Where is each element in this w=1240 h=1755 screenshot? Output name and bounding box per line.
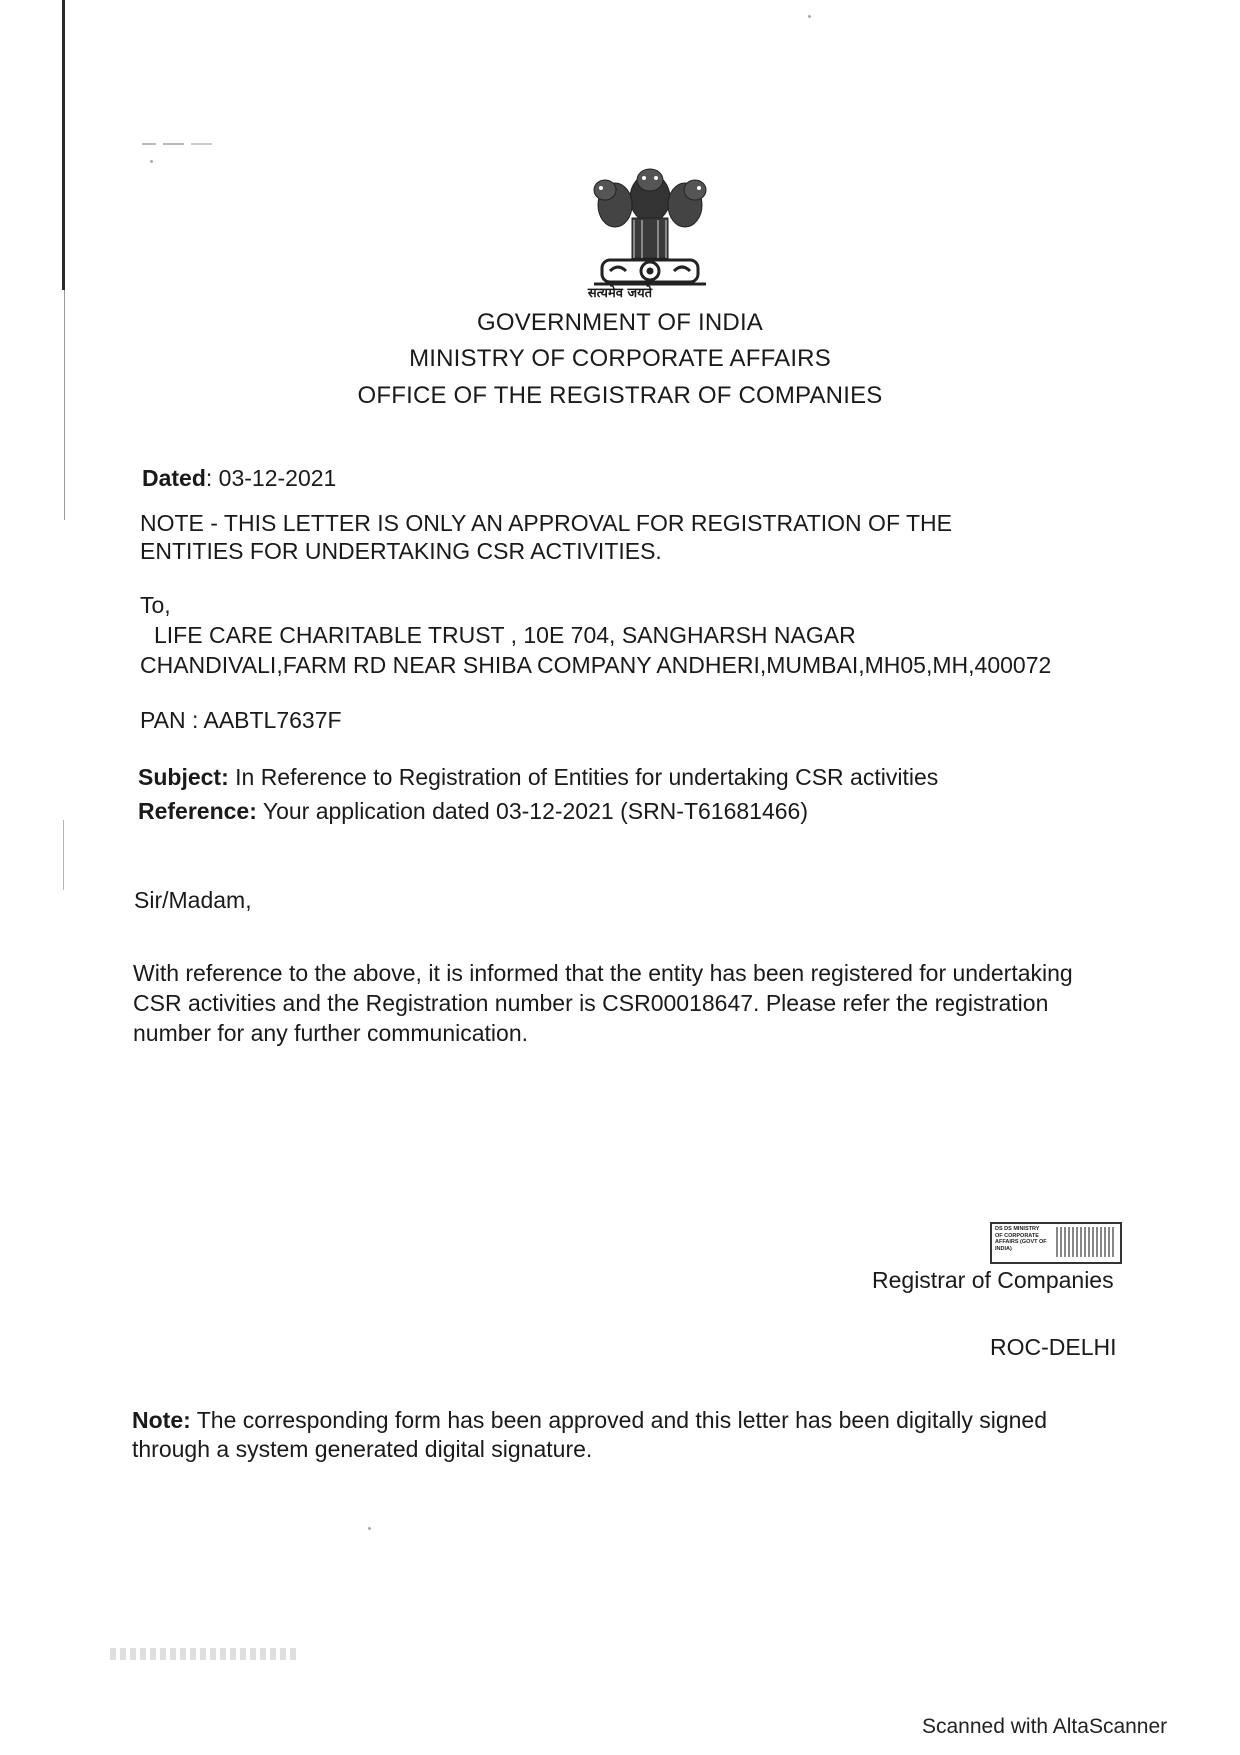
header-line-ministry: MINISTRY OF CORPORATE AFFAIRS: [409, 345, 831, 372]
body-line: number for any further communication.: [133, 1020, 529, 1046]
scan-dot: [808, 15, 811, 18]
subject-line: [138, 762, 938, 792]
final-note-text: The corresponding form has been approved and this letter has been digitally signed: [190, 1407, 1048, 1433]
pan-line: PAN : AABTL7637F: [140, 707, 342, 733]
signatory-title: Registrar of Companies: [872, 1267, 1114, 1293]
dated-line: [142, 463, 336, 493]
reference-line: [138, 796, 808, 826]
scan-edge-line: [62, 0, 65, 290]
address-line: LIFE CARE CHARITABLE TRUST , 10E 704, SANGHARSH NAGAR: [154, 622, 856, 648]
body-line: With reference to the above, it is informed that the entity has been registered for undertaking: [133, 960, 1073, 986]
reference-text: Your application dated 03-12-2021 (SRN-T61681466): [256, 798, 808, 824]
header-line-government: GOVERNMENT OF INDIA: [476, 309, 764, 336]
scan-dot: [368, 1527, 371, 1530]
salutation: Sir/Madam,: [134, 887, 252, 913]
signature-pattern-icon: [1056, 1227, 1114, 1257]
stamp-text: DS DS MINISTRY OF CORPORATE AFFAIRS (GOVT OF INDIA): [995, 1226, 1047, 1252]
dated-label: Dated: [142, 465, 206, 491]
digital-signature-stamp: [990, 1222, 1122, 1264]
reference-label: Reference:: [138, 798, 257, 824]
scanner-watermark: Scanned with AltaScanner: [922, 1715, 1168, 1738]
approval-note-line: ENTITIES FOR UNDERTAKING CSR ACTIVITIES.: [140, 538, 662, 564]
emblem-motto: सत्यमेव जयते: [587, 286, 653, 301]
subject-label: Subject:: [138, 764, 229, 790]
final-note-line: through a system generated digital signature.: [132, 1436, 593, 1462]
header-line-office: OFFICE OF THE REGISTRAR OF COMPANIES: [357, 382, 883, 409]
scan-mark: [142, 143, 212, 145]
to-label: To,: [140, 592, 171, 618]
scan-smudge: [110, 1648, 300, 1660]
scan-dot: [150, 160, 153, 163]
approval-note-line: NOTE - THIS LETTER IS ONLY AN APPROVAL FOR REGISTRATION OF THE: [140, 510, 952, 536]
final-note-line: [132, 1405, 1047, 1435]
scan-edge-line: [63, 820, 64, 890]
signatory-office: ROC-DELHI: [990, 1334, 1117, 1360]
subject-text: In Reference to Registration of Entities for undertaking CSR activities: [228, 764, 939, 790]
final-note-label: Note:: [132, 1407, 191, 1433]
dated-value: : 03-12-2021: [205, 465, 337, 491]
address-line: CHANDIVALI,FARM RD NEAR SHIBA COMPANY ANDHERI,MUMBAI,MH05,MH,400072: [140, 652, 1052, 678]
body-line: CSR activities and the Registration number is CSR00018647. Please refer the registration: [133, 990, 1049, 1016]
